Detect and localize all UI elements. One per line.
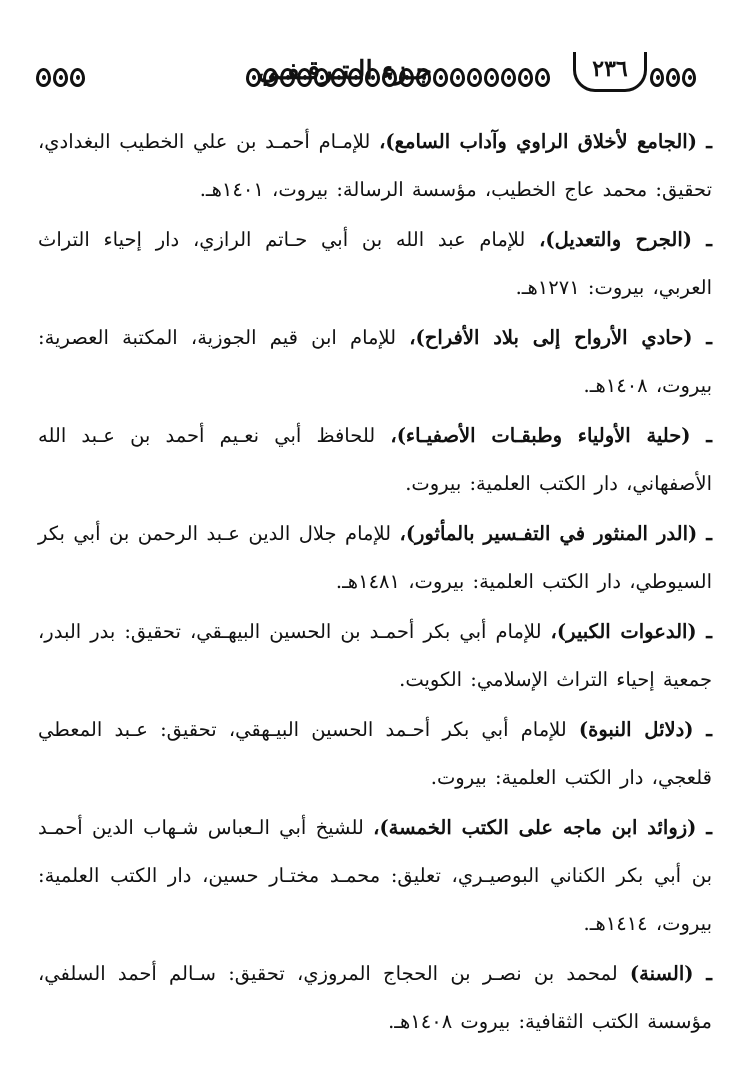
bibliography-entry <box>38 706 712 802</box>
bibliography-list <box>38 118 712 1048</box>
ornament-border-right <box>650 64 698 90</box>
bibliography-entry <box>38 118 712 214</box>
ornament-border-left <box>36 64 94 90</box>
bibliography-entry <box>38 314 712 410</box>
entry-title: ـ (الجامع لأخلاق الراوي وآداب السامع)، <box>379 130 712 153</box>
entry-title: ـ (الدر المنثور في التفـسير بالمأثور)، <box>399 522 713 545</box>
ornament-border-middle <box>246 64 571 90</box>
entry-details: للإمام ابن قيم الجوزية، المكتبة العصرية: بيروت، ١٤٠٨هـ. <box>38 326 712 397</box>
bibliography-entry <box>38 216 712 312</box>
entry-title: ـ (الجرح والتعديل)، <box>539 228 712 251</box>
bibliography-entry <box>38 412 712 508</box>
entry-details: للشيخ أبي الـعباس شـهاب الدين أحمـد بن أبي بكر الكناني البوصيـري، تعليق: محمـد مختـار حسين، دار الكتب العلمية: بيروت، ١٤١٤هـ. <box>38 816 712 935</box>
entry-details: للإمام أبي بكر أحمـد بن الحسين البيهـقي، تحقيق: بدر البدر، جمعية إحياء التراث الإسلامي: الكويت. <box>38 620 712 691</box>
entry-details: لمحمد بن نصـر بن الحجاج المروزي، تحقيق: سـالم أحمد السلفي، مؤسسة الكتب الثقافية: بيروت ١٤٠٨هـ. <box>38 962 712 1033</box>
entry-title: ـ (دلائل النبوة) <box>578 718 712 741</box>
page-header: جـزء الـتـرقـفـي ٢٣٦ <box>28 52 730 100</box>
entry-details: للإمام جلال الدين عـبد الرحمن بن أبي بكر السيوطي، دار الكتب العلمية: بيروت، ١٤٨١هـ. <box>38 522 712 593</box>
entry-details: للإمام أبي بكر أحـمد الحسين البيـهقي، تحقيق: عـبد المعطي قلعجي، دار الكتب العلمية: بيروت. <box>38 718 712 789</box>
page-number: ٢٣٦ <box>573 52 647 92</box>
entry-details: للحافظ أبي نعـيم أحمد بن عـبد الله الأصفهاني، دار الكتب العلمية: بيروت. <box>38 424 712 495</box>
entry-details: للإمـام أحمـد بن علي الخطيب البغدادي، تحقيق: محمد عاج الخطيب، مؤسسة الرسالة: بيروت، ١٤٠١هـ. <box>38 130 712 201</box>
bibliography-entry <box>38 950 712 1046</box>
entry-title: ـ (السنة) <box>629 962 712 985</box>
entry-title: ـ (حادي الأرواح إلى بلاد الأفراح)، <box>409 326 712 349</box>
bibliography-entry <box>38 510 712 606</box>
entry-title: ـ (الدعوات الكبير)، <box>550 620 712 643</box>
entry-title: ـ (حلية الأولياء وطبقـات الأصفيـاء)، <box>390 424 712 447</box>
bibliography-entry <box>38 804 712 948</box>
entry-details: للإمام عبد الله بن أبي حـاتم الرازي، دار إحياء التراث العربي، بيروت: ١٢٧١هـ. <box>38 228 712 299</box>
entry-title: ـ (زوائد ابن ماجه على الكتب الخمسة)، <box>373 816 712 839</box>
bibliography-entry <box>38 608 712 704</box>
